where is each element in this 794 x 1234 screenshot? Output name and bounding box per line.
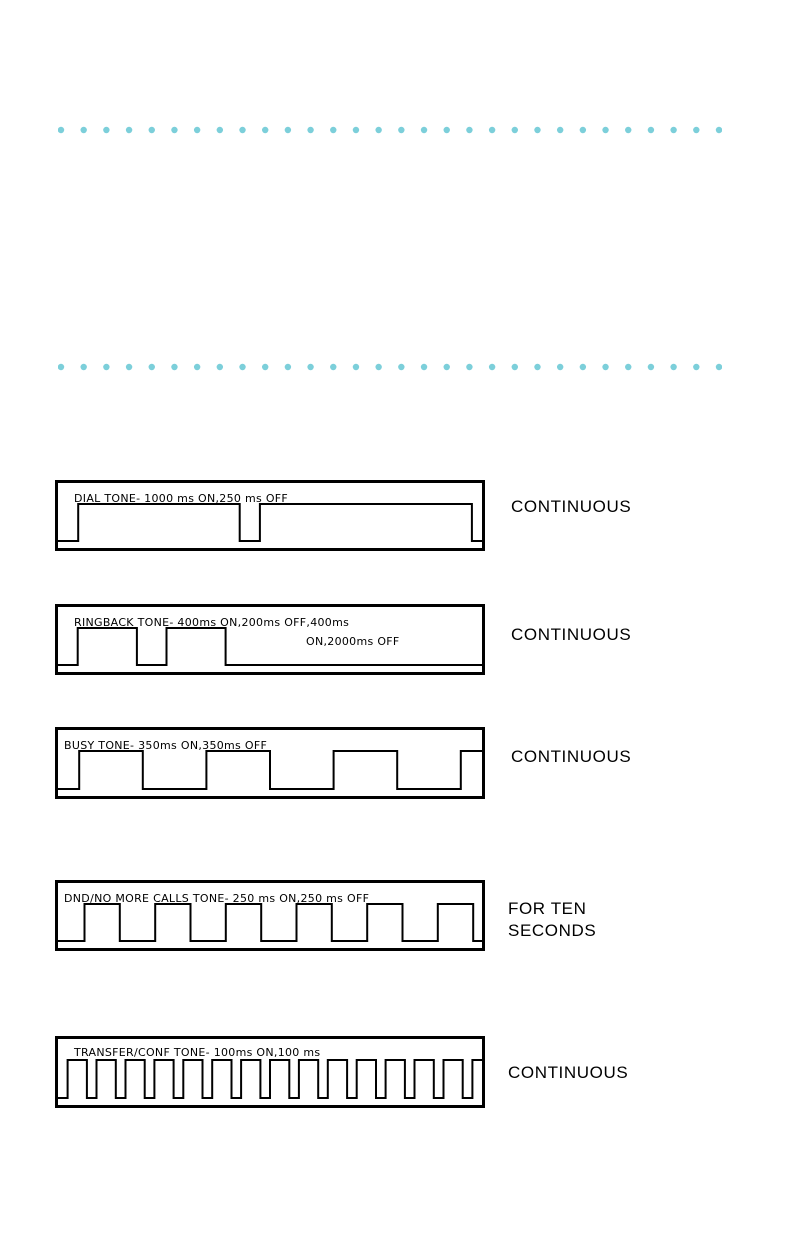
divider-dot [353,127,359,133]
divider-dot [557,127,563,133]
divider-dot [171,364,177,370]
divider-dot [398,364,404,370]
divider-dot [58,364,64,370]
divider-dot [421,364,427,370]
dnd-tone-label: DND/NO MORE CALLS TONE- 250 ms ON,250 ms OFF [64,892,370,905]
divider-dot [307,364,313,370]
divider-dot [330,364,336,370]
divider-dot [648,127,654,133]
dotted-divider-top [58,125,722,135]
divider-dot [670,127,676,133]
divider-dot [693,127,699,133]
divider-dot [285,127,291,133]
divider-dot [375,364,381,370]
divider-dot [489,364,495,370]
divider-dot [512,364,518,370]
divider-dot [58,127,64,133]
divider-dot [716,364,722,370]
divider-dot [217,127,223,133]
divider-dot [670,364,676,370]
transfer-tone-panel [55,1036,485,1108]
divider-dot [716,127,722,133]
divider-dot [149,127,155,133]
divider-dot [444,127,450,133]
transfer-tone-duration: CONTINUOUS [508,1063,629,1082]
divider-dot [534,127,540,133]
divider-dot [580,127,586,133]
divider-dot [194,127,200,133]
divider-dot [466,364,472,370]
divider-dot [421,127,427,133]
divider-dot [149,364,155,370]
busy-tone-label: BUSY TONE- 350ms ON,350ms OFF [64,739,268,752]
divider-dot [262,364,268,370]
divider-dot [580,364,586,370]
divider-dot [489,127,495,133]
divider-dot [217,364,223,370]
divider-dot [466,127,472,133]
square-wave-line [58,751,482,789]
divider-dot [512,127,518,133]
divider-dot [444,364,450,370]
divider-dot [625,364,631,370]
divider-dot [375,127,381,133]
dial-tone-label: DIAL TONE- 1000 ms ON,250 ms OFF [74,492,289,505]
square-wave-line [58,904,482,941]
divider-dot [103,364,109,370]
divider-dot [693,364,699,370]
divider-dot [103,127,109,133]
divider-dot [126,127,132,133]
busy-tone-panel [55,727,485,799]
ringback-tone-label: RINGBACK TONE- 400ms ON,200ms OFF,400ms [74,616,350,629]
dial-tone-panel [55,480,485,551]
dotted-divider-middle [58,362,722,372]
divider-dot [307,127,313,133]
transfer-tone-label: TRANSFER/CONF TONE- 100ms ON,100 ms [74,1046,321,1059]
divider-dot [80,364,86,370]
divider-dot [353,364,359,370]
divider-dot [239,127,245,133]
busy-tone-duration: CONTINUOUS [511,747,632,766]
divider-dot [126,364,132,370]
square-wave-line [58,628,482,665]
divider-dot [602,364,608,370]
divider-dot [285,364,291,370]
divider-dot [239,364,245,370]
ringback-tone-panel [55,604,485,675]
divider-dot [602,127,608,133]
divider-dot [80,127,86,133]
square-wave-line [58,1060,482,1098]
divider-dot [194,364,200,370]
divider-dot [557,364,563,370]
divider-dot [534,364,540,370]
square-wave-line [58,504,482,541]
divider-dot [625,127,631,133]
dial-tone-duration: CONTINUOUS [511,497,632,516]
divider-dot [171,127,177,133]
divider-dot [262,127,268,133]
dnd-tone-panel [55,880,485,951]
divider-dot [648,364,654,370]
ringback-tone-label-line2: ON,2000ms OFF [306,635,400,648]
dnd-tone-duration: FOR TEN SECONDS [508,899,597,940]
divider-dot [398,127,404,133]
ringback-tone-duration: CONTINUOUS [511,625,632,644]
divider-dot [330,127,336,133]
